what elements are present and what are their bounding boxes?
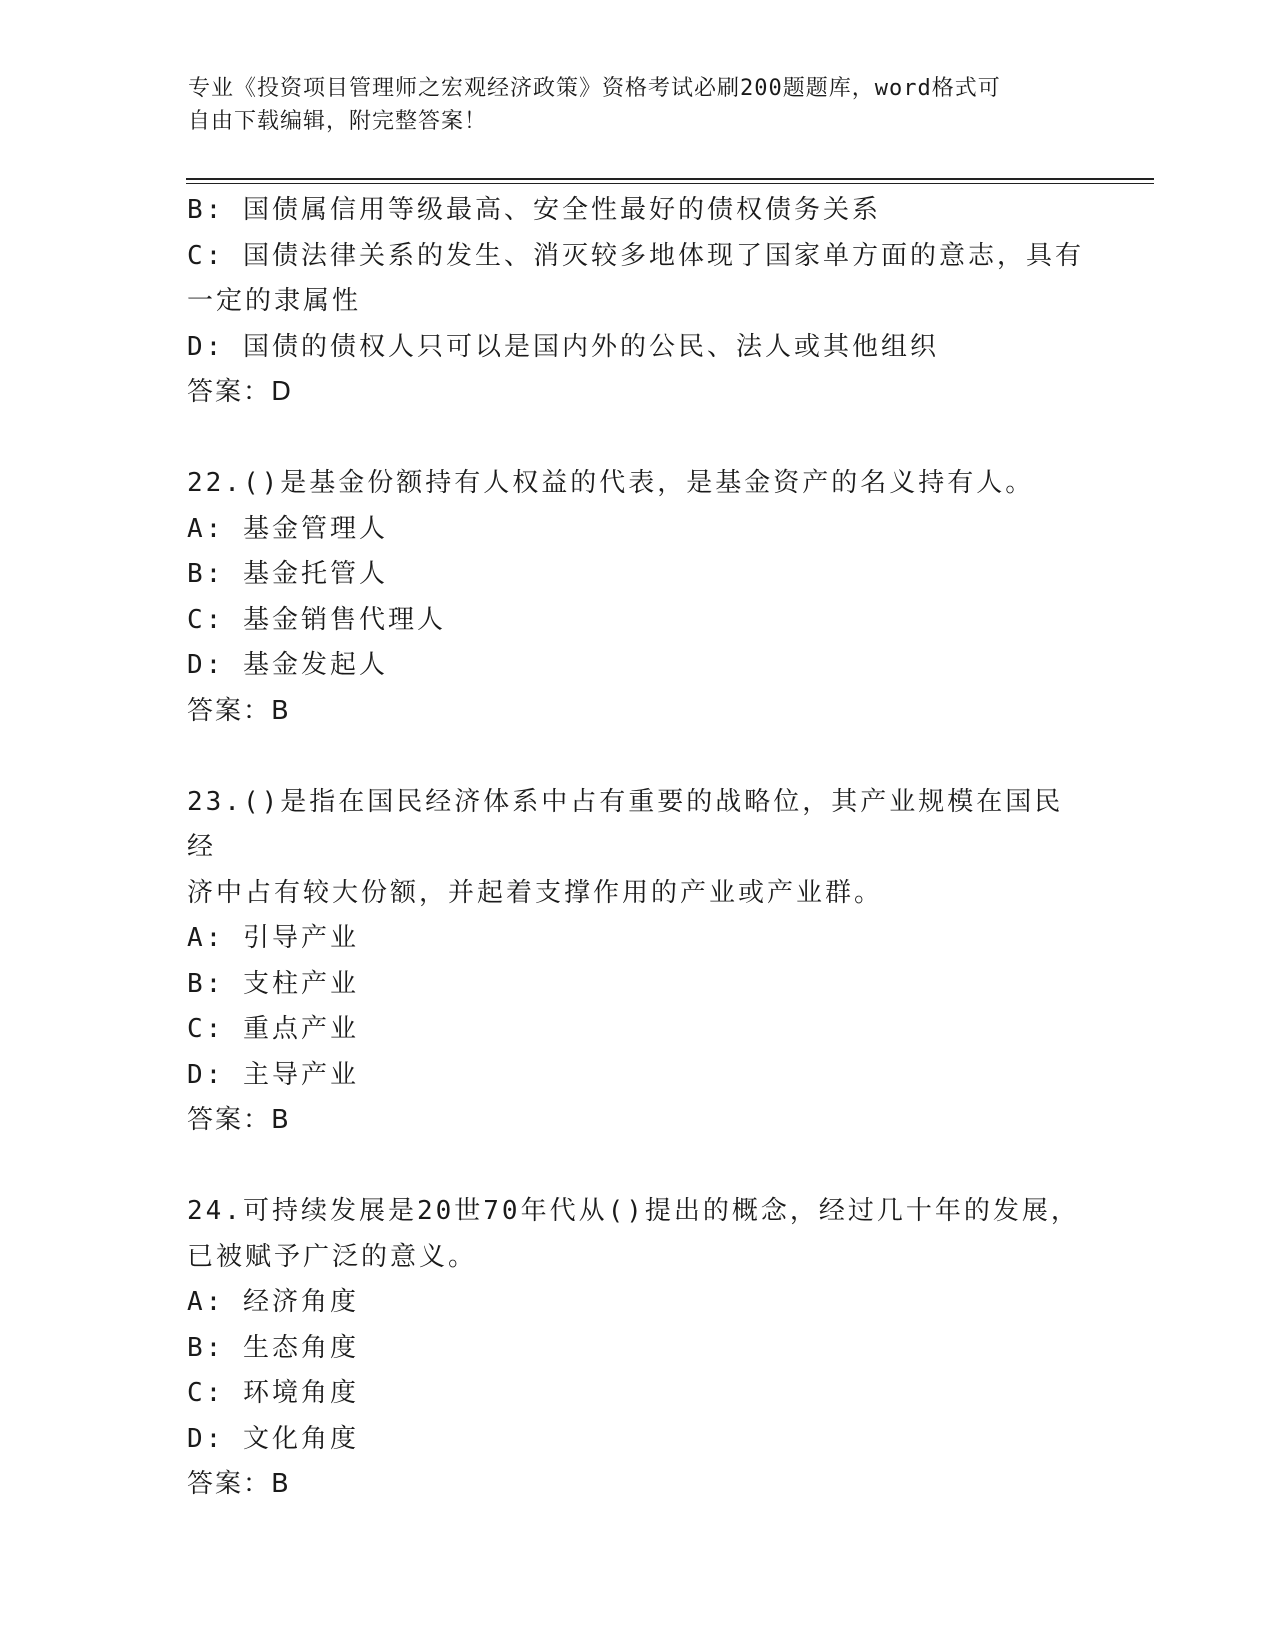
- question-stem: 23.()是指在国民经济体系中占有重要的战略位，其产业规模在国民经: [187, 786, 1064, 862]
- option-c: C: 基金销售代理人: [187, 604, 446, 635]
- answer-line: 答案：B: [187, 1105, 291, 1135]
- option-c: C: 环境角度: [187, 1378, 359, 1408]
- option-d: D: 主导产业: [187, 1059, 359, 1090]
- document-body: [187, 188, 1087, 1508]
- question-stem-continued: 济中占有较大份额，并起着支撑作用的产业或产业群。: [187, 877, 884, 908]
- option-c: C: 国债法律关系的发生、消灭较多地体现了国家单方面的意志，具有: [187, 240, 1084, 271]
- option-a: A: 基金管理人: [187, 513, 388, 544]
- spacer: [187, 416, 1087, 462]
- question-22-block: [187, 461, 1087, 734]
- question-stem: 22.()是基金份额持有人权益的代表，是基金资产的名义持有人。: [187, 468, 1035, 498]
- option-c: C: 重点产业: [187, 1014, 359, 1044]
- answer-line: 答案：B: [187, 695, 291, 726]
- answer-line: 答案：B: [187, 1469, 291, 1499]
- option-d: D: 基金发起人: [187, 650, 388, 680]
- header-rule-thick: [186, 178, 1154, 180]
- header-line-2: 自由下载编辑，附完整答案！: [188, 109, 488, 134]
- option-c-continued: 一定的隶属性: [187, 286, 362, 316]
- option-b: B: 支柱产业: [187, 968, 359, 999]
- document-header: [188, 72, 1068, 138]
- option-b: B: 生态角度: [187, 1332, 359, 1363]
- header-line-1: 专业《投资项目管理师之宏观经济政策》资格考试必刷200题题库，word格式可: [188, 76, 1001, 101]
- question-21-block: [187, 188, 1087, 416]
- question-stem-continued: 已被赋予广泛的意义。: [187, 1241, 478, 1272]
- question-24-block: [187, 1189, 1087, 1508]
- question-stem: 24.可持续发展是20世70年代从()提出的概念，经过几十年的发展，: [187, 1196, 1080, 1226]
- option-b: B: 基金托管人: [187, 559, 388, 589]
- option-a: A: 经济角度: [187, 1287, 359, 1317]
- answer-line: 答案：D: [187, 377, 294, 407]
- question-23-block: [187, 780, 1087, 1144]
- option-a: A: 引导产业: [187, 923, 359, 953]
- option-d: D: 文化角度: [187, 1423, 359, 1454]
- spacer: [187, 1144, 1087, 1190]
- option-b: B: 国债属信用等级最高、安全性最好的债权债务关系: [187, 195, 881, 225]
- option-d: D: 国债的债权人只可以是国内外的公民、法人或其他组织: [187, 331, 939, 362]
- spacer: [187, 734, 1087, 780]
- header-rule-thin: [186, 183, 1154, 184]
